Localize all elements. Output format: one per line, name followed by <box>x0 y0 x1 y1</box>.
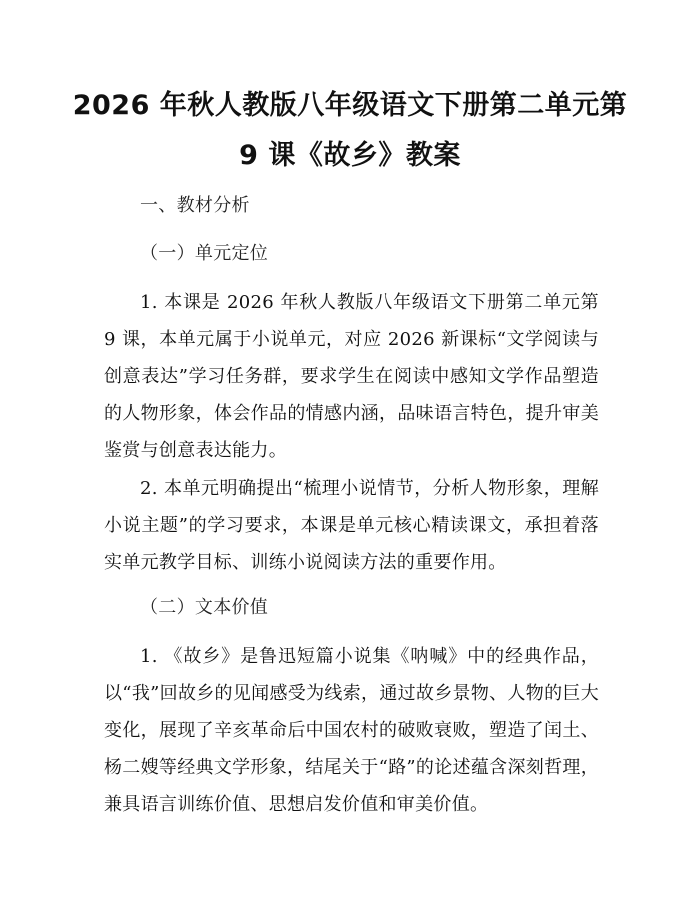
paragraph-unit-positioning-1 <box>104 284 599 469</box>
paragraph-text-value-1 <box>104 638 599 823</box>
section-heading-textbook-analysis: 一、教材分析 <box>140 195 250 216</box>
document-title-line-2: 9 课《故乡》教案 <box>239 140 461 171</box>
document-title-line-1: 2026 年秋人教版八年级语文下册第二单元第 <box>72 90 628 121</box>
paragraph-text: 1. 《故乡》是鲁迅短篇小说集《呐喊》中的经典作品，以“我”回故乡的见闻感受为线索，通过故乡景物、人物的巨大变化，展现了辛亥革命后中国农村的破败衰败，塑造了闰土、杨二嫂等经典文学形象，结尾关于“路”的论述蕴含深刻哲理，兼具语言训练价值、思想启发价值和审美价值。 <box>104 646 599 815</box>
paragraph-text: 2. 本单元明确提出“梳理小说情节，分析人物形象，理解小说主题”的学习要求，本课是单元核心精读课文，承担着落实单元教学目标、训练小说阅读方法的重要作用。 <box>104 478 599 573</box>
paragraph-text: 1. 本课是 2026 年秋人教版八年级语文下册第二单元第 9 课，本单元属于小说单元，对应 2026 新课标“文学阅读与创意表达”学习任务群，要求学生在阅读中感知文学作品塑造的人物形象，体会作品的情感内涵，品味语言特色，提升审美鉴赏与创意表达能力。 <box>104 292 599 461</box>
paragraph-unit-positioning-2 <box>104 470 599 581</box>
subsection-heading-text-value: （二）文本价值 <box>140 597 269 618</box>
subsection-heading-unit-positioning: （一）单元定位 <box>140 243 269 264</box>
